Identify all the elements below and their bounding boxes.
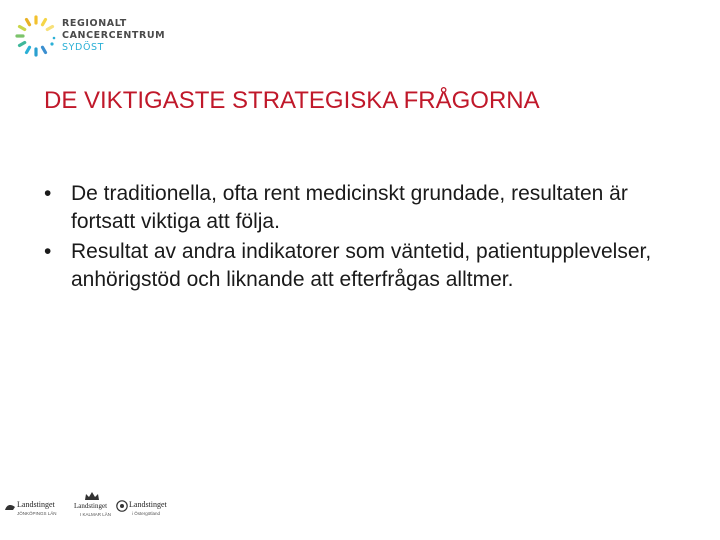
footer-logo-sub: JÖNKÖPINGS LÄN: [17, 511, 57, 516]
footer-logo-sub: i Östergötland: [132, 511, 161, 516]
bullet-marker: •: [44, 182, 52, 205]
footer-logos: [4, 490, 184, 526]
slide-title: DE VIKTIGASTE STRATEGISKA FRÅGORNA: [44, 87, 540, 114]
footer-logo-name: Landstinget: [74, 502, 108, 510]
bullet-text: De traditionella, ofta rent medicinskt grundade, resultaten är fortsatt viktiga att följa.: [71, 182, 628, 233]
bullet-text: Resultat av andra indikatorer som väntetid, patientupplevelser, anhörigstöd och liknande att efterfrågas alltmer.: [71, 240, 652, 291]
rcc-logo: [14, 14, 174, 58]
bullet-item: [44, 180, 684, 236]
bullet-item: [44, 238, 684, 294]
logo-line-3: SYDÖST: [62, 42, 105, 53]
footer-logo-name: Landstinget: [129, 500, 167, 509]
bullet-list: [44, 180, 684, 296]
bullet-marker: •: [44, 240, 52, 263]
logo-line-1: REGIONALT: [62, 18, 127, 29]
footer-logo-jonkoping: [4, 490, 66, 524]
logo-line-2: CANCERCENTRUM: [62, 30, 166, 41]
footer-logo-sub: I KALMAR LÄN: [80, 512, 112, 517]
rcc-ring-icon: [14, 14, 58, 58]
ostergotland-emblem-icon: [116, 499, 128, 513]
footer-logo-ostergotland: [116, 490, 182, 524]
rcc-logo-text: [62, 18, 165, 54]
footer-logo-kalmar: [74, 490, 114, 524]
footer-logo-name: Landstinget: [17, 500, 55, 509]
kalmar-crown-icon: [84, 491, 100, 501]
jonkoping-mark-icon: [4, 502, 16, 512]
